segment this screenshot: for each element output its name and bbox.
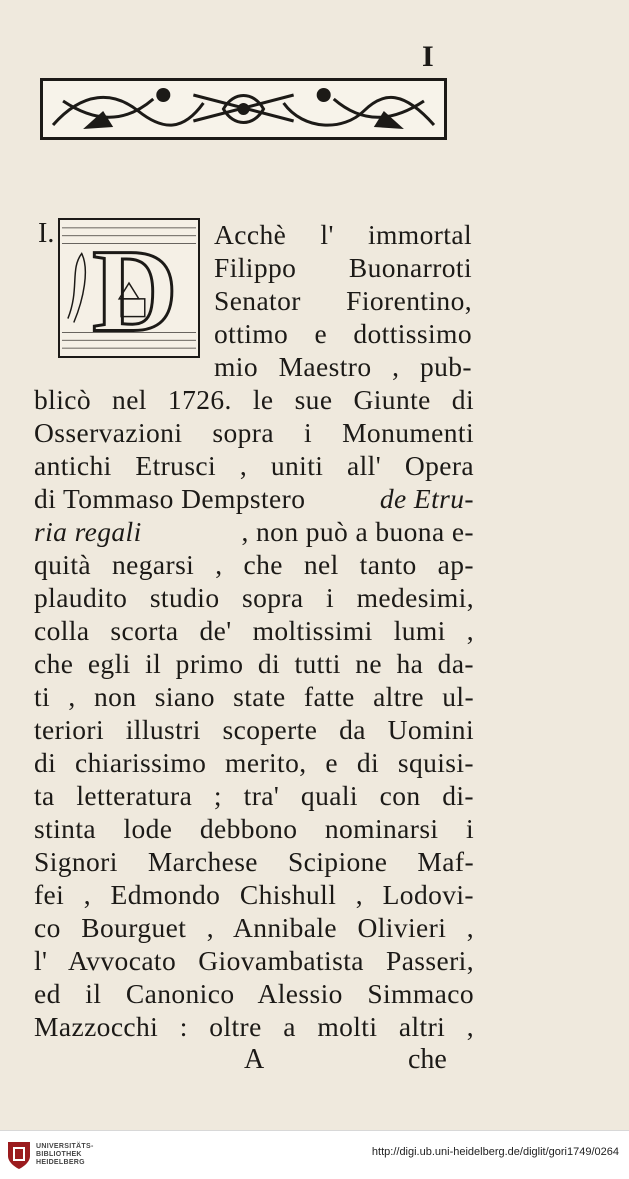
text-line: Senator Fiorentino, bbox=[214, 285, 472, 316]
library-name-line: BIBLIOTHEK bbox=[36, 1151, 82, 1158]
permalink-url[interactable]: http://digi.ub.uni-heidelberg.de/diglit/gori1749/0264 bbox=[371, 1146, 619, 1158]
text-line: ti , non siano state fatte altre ul- bbox=[34, 681, 474, 712]
text-line: stinta lode debbono nominarsi i bbox=[34, 813, 474, 844]
text-line: Osservazioni sopra i Monumenti bbox=[34, 417, 474, 448]
text-line: che egli il primo di tutti ne ha da- bbox=[34, 648, 474, 679]
ornamental-headpiece bbox=[40, 78, 447, 140]
text-line: co Bourguet , Annibale Olivieri , bbox=[34, 912, 474, 943]
italic-title: ria regali bbox=[34, 516, 142, 547]
text-fragment: , non può a buona e- bbox=[241, 516, 474, 547]
library-name-line: UNIVERSITÄTS- bbox=[36, 1143, 94, 1150]
text-line: antichi Etrusci , uniti all' Opera bbox=[34, 450, 474, 481]
text-line: plaudito studio sopra i medesimi, bbox=[34, 582, 474, 613]
text-line: Filippo Buonarroti bbox=[214, 252, 472, 283]
section-number: I. bbox=[38, 218, 55, 249]
text-line: l' Avvocato Giovambatista Passeri, bbox=[34, 945, 474, 976]
text-line: mio Maestro , pub- bbox=[214, 351, 472, 382]
text-fragment: di Tommaso Dempstero bbox=[34, 483, 306, 514]
library-name-line: HEIDELBERG bbox=[36, 1159, 85, 1166]
text-line-mixed bbox=[34, 482, 474, 516]
page-number: I bbox=[422, 40, 434, 73]
text-line: Signori Marchese Scipione Maf- bbox=[34, 846, 474, 877]
library-name bbox=[36, 1143, 94, 1167]
text-line: colla scorta de' moltissimi lumi , bbox=[34, 615, 474, 646]
viewer-footer bbox=[0, 1130, 629, 1179]
text-line: ottimo e dottissimo bbox=[214, 318, 472, 349]
text-line: Acchè l' immortal bbox=[214, 219, 472, 250]
library-logo-icon[interactable] bbox=[6, 1140, 32, 1170]
text-line: Mazzocchi : oltre a molti altri , bbox=[34, 1011, 474, 1042]
drop-cap-letter: D bbox=[92, 225, 178, 356]
text-line: ed il Canonico Alessio Simmaco bbox=[34, 978, 474, 1009]
catchword: che bbox=[408, 1044, 447, 1075]
text-line: fei , Edmondo Chishull , Lodovi- bbox=[34, 879, 474, 910]
text-line: di chiarissimo merito, e di squisi- bbox=[34, 747, 474, 778]
decorated-initial-d bbox=[58, 218, 200, 358]
text-line-mixed bbox=[34, 515, 474, 549]
italic-title: de Etru- bbox=[379, 483, 474, 514]
text-line: teriori illustri scoperte da Uomini bbox=[34, 714, 474, 745]
signature-mark: A bbox=[244, 1044, 265, 1075]
text-line: ta letteratura ; tra' quali con di- bbox=[34, 780, 474, 811]
text-line: blicò nel 1726. le sue Giunte di bbox=[34, 384, 474, 415]
text-line: quità negarsi , che nel tanto ap- bbox=[34, 549, 474, 580]
